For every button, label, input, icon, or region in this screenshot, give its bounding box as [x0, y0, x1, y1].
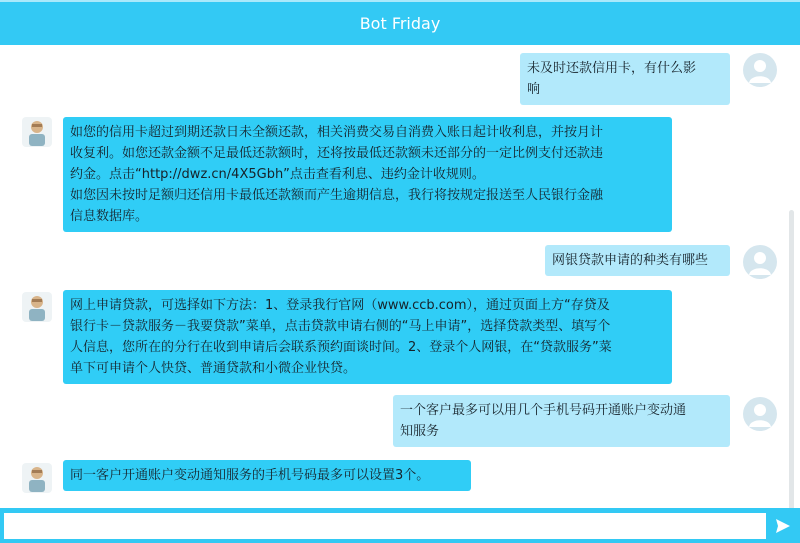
message-line: 网银贷款申请的种类有哪些 [552, 253, 709, 268]
message-line: 银行卡－贷款服务－我要贷款”菜单，点击贷款申请右侧的“马上申请”，选择贷款类型、填写个 [70, 319, 611, 334]
message-input[interactable] [4, 513, 766, 539]
user-message [393, 395, 730, 447]
input-bar [0, 508, 800, 543]
message-line: 未及时还款信用卡，有什么影 [527, 61, 697, 76]
user-message [520, 53, 730, 105]
user-avatar-icon [743, 397, 777, 431]
bot-avatar-icon [22, 292, 52, 322]
message-line: 信息数据库。 [70, 209, 149, 224]
user-message [545, 245, 730, 276]
bot-message [63, 117, 672, 232]
message-line: 收复利。如您还款金额不足最低还款额时，还将按最低还款额未还部分的一定比例支付还款违 [70, 146, 604, 161]
user-avatar-icon [743, 245, 777, 279]
window-title: Bot Friday [359, 14, 441, 33]
bot-message [63, 460, 471, 491]
message-line: 人信息，您所在的分行在收到申请后会联系预约面谈时间。2、登录个人网银，在“贷款服务”菜 [70, 340, 612, 355]
message-line: 响 [527, 82, 541, 97]
message-line: 网上申请贷款，可选择如下方法：1、登录我行官网（www.ccb.com），通过页面上方“存贷及 [70, 298, 610, 313]
bot-avatar-icon [22, 117, 52, 147]
message-line: 知服务 [400, 424, 440, 439]
user-avatar-icon [743, 53, 777, 87]
chat-area[interactable] [0, 45, 800, 508]
title-bar [0, 0, 800, 45]
send-icon [774, 517, 792, 535]
message-line: 如您的信用卡超过到期还款日未全额还款，相关消费交易自消费入账日起计收利息，并按月计 [70, 125, 604, 140]
bot-avatar-icon [22, 463, 52, 493]
message-line: 同一客户开通账户变动通知服务的手机号码最多可以设置3个。 [70, 468, 430, 483]
message-line: 约金。点击“http://dwz.cn/4X5Gbh”点击查看利息、违约金计收规则。 [70, 167, 485, 182]
message-line: 单下可申请个人快贷、普通贷款和小微企业快贷。 [70, 361, 357, 376]
message-line: 一个客户最多可以用几个手机号码开通账户变动通 [400, 403, 687, 418]
bot-message [63, 290, 672, 384]
chat-scrollbar[interactable] [789, 210, 794, 508]
send-button[interactable] [770, 513, 796, 539]
message-line: 如您因未按时足额归还信用卡最低还款额而产生逾期信息，我行将按规定报送至人民银行金融 [70, 188, 604, 203]
